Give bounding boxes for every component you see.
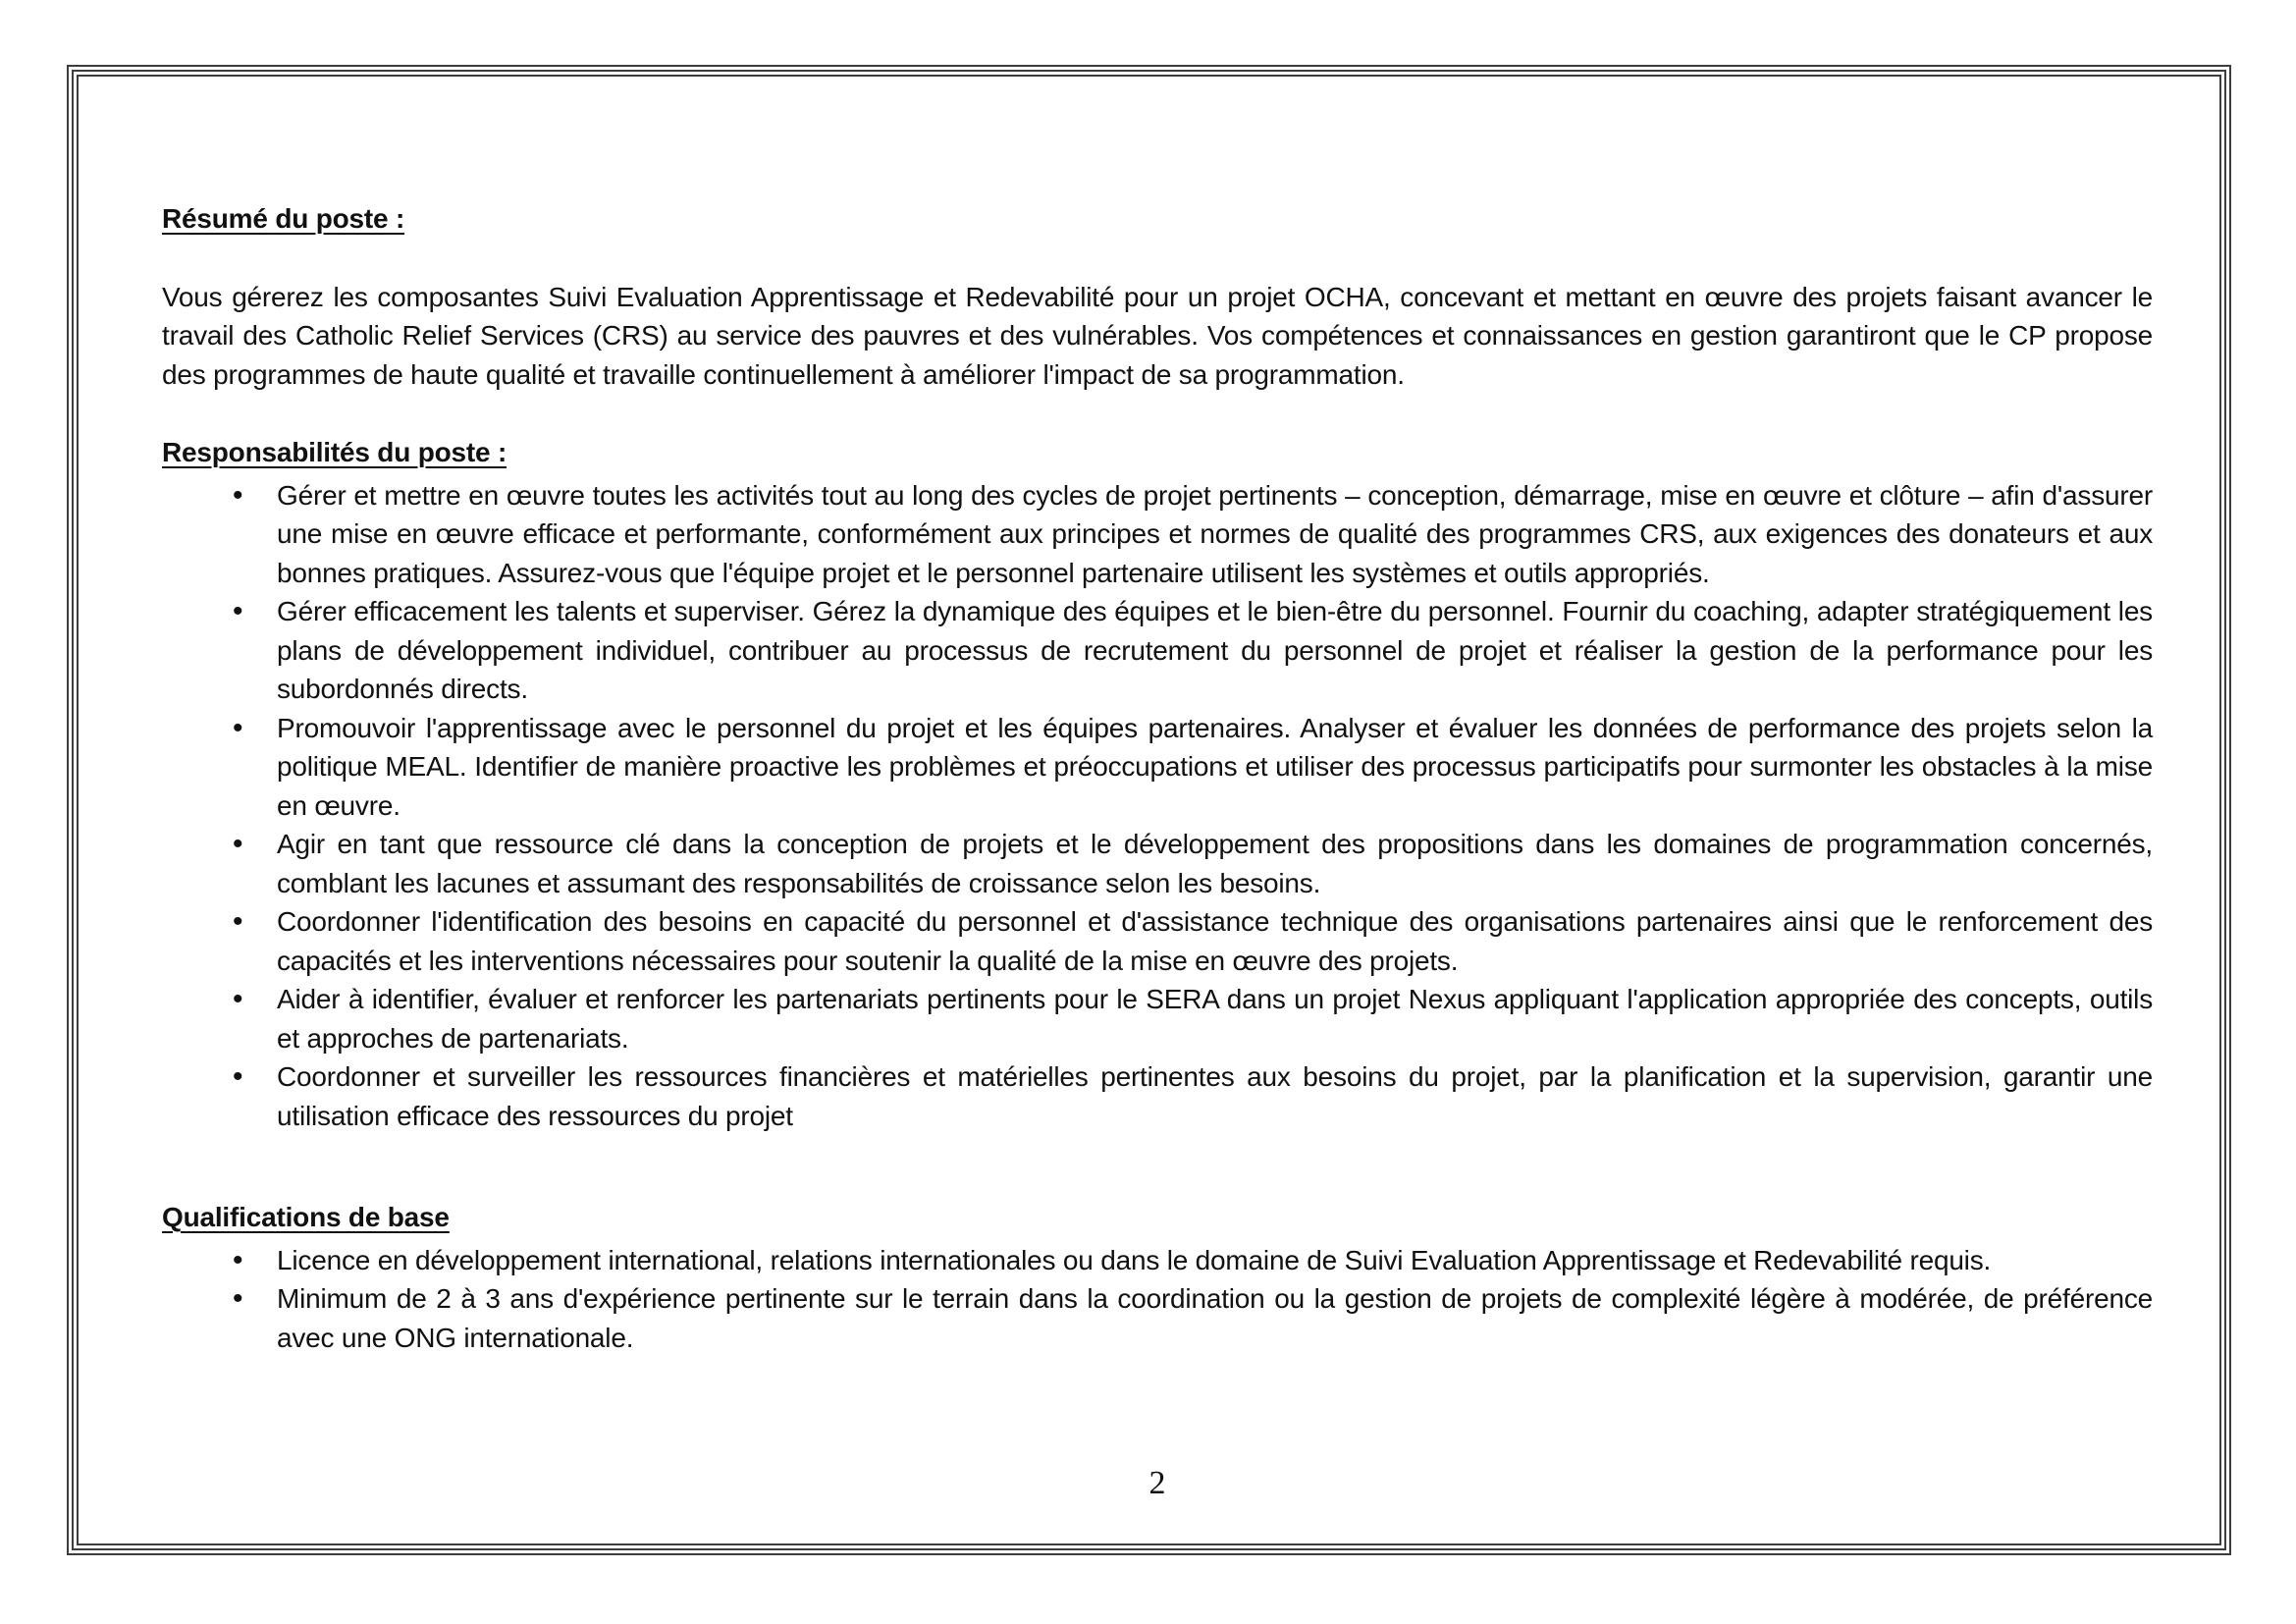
- qualification-item: • Minimum de 2 à 3 ans d'expérience pertinente sur le terrain dans la coordination ou la gestion de projets de complexité légère à modérée, de préférence avec une ONG internationale.: [162, 1279, 2153, 1357]
- document-content: [162, 77, 2153, 1543]
- qualification-item: • Licence en développement international, relations internationales ou dans le domaine de Suivi Evaluation Apprentissage et Redevabilité requis.: [162, 1241, 2153, 1280]
- page-border-frame: [67, 65, 2231, 1555]
- page-border-frame-inner: [77, 75, 2221, 1545]
- responsibility-item: • Coordonner et surveiller les ressources financières et matérielles pertinentes aux besoins du projet, par la planification et la supervision, garantir une utilisation efficace des ressources du projet: [162, 1057, 2153, 1135]
- responsibility-item: • Aider à identifier, évaluer et renforcer les partenariats pertinents pour le SERA dans un projet Nexus appliquant l'application appropriée des concepts, outils et approches de partenariats.: [162, 980, 2153, 1057]
- section-heading-qualifications: Qualifications de base: [162, 1202, 450, 1232]
- page-border-frame-middle: [72, 70, 2226, 1550]
- resume-paragraph: Vous gérerez les composantes Suivi Evaluation Apprentissage et Redevabilité pour un projet OCHA, concevant et mettant en œuvre des projets faisant avancer le travail des Catholic Relief Services (CRS) au service des pauvres et des vulnérables. Vos compétences et connaissances en gestion garantiront que le CP propose des programmes de haute qualité et travaille continuellement à améliorer l'impact de sa programmation.: [162, 281, 2153, 390]
- responsibility-item: • Coordonner l'identification des besoins en capacité du personnel et d'assistance technique des organisations partenaires ainsi que le renforcement des capacités et les interventions nécessaires pour soutenir la qualité de la mise en œuvre des projets.: [162, 902, 2153, 980]
- qualifications-list: [162, 1241, 2153, 1358]
- responsibility-item: • Gérer efficacement les talents et superviser. Gérez la dynamique des équipes et le bien-être du personnel. Fournir du coaching, adapter stratégiquement les plans de développement individuel, contribuer au processus de recrutement du personnel de projet et réaliser la gestion de la performance pour les subordonnés directs.: [162, 592, 2153, 709]
- section-heading-responsabilites: Responsabilités du poste :: [162, 437, 507, 467]
- section-heading-resume: Résumé du poste :: [162, 203, 405, 234]
- responsibility-item: • Gérer et mettre en œuvre toutes les activités tout au long des cycles de projet pertinents – conception, démarrage, mise en œuvre et clôture – afin d'assurer une mise en œuvre efficace et performante, conformément aux principes et normes de qualité des programmes CRS, aux exigences des donateurs et aux bonnes pratiques. Assurez-vous que l'équipe projet et le personnel partenaire utilisent les systèmes et outils appropriés.: [162, 476, 2153, 593]
- responsibilities-list: [162, 476, 2153, 1136]
- responsibility-item: • Promouvoir l'apprentissage avec le personnel du projet et les équipes partenaires. Analyser et évaluer les données de performance des projets selon la politique MEAL. Identifier de manière proactive les problèmes et préoccupations et utiliser des processus participatifs pour surmonter les obstacles à la mise en œuvre.: [162, 709, 2153, 826]
- page-number: 2: [1148, 1464, 1166, 1501]
- responsibility-item: • Agir en tant que ressource clé dans la conception de projets et le développement des propositions dans les domaines de programmation concernés, comblant les lacunes et assumant des responsabilités de croissance selon les besoins.: [162, 825, 2153, 902]
